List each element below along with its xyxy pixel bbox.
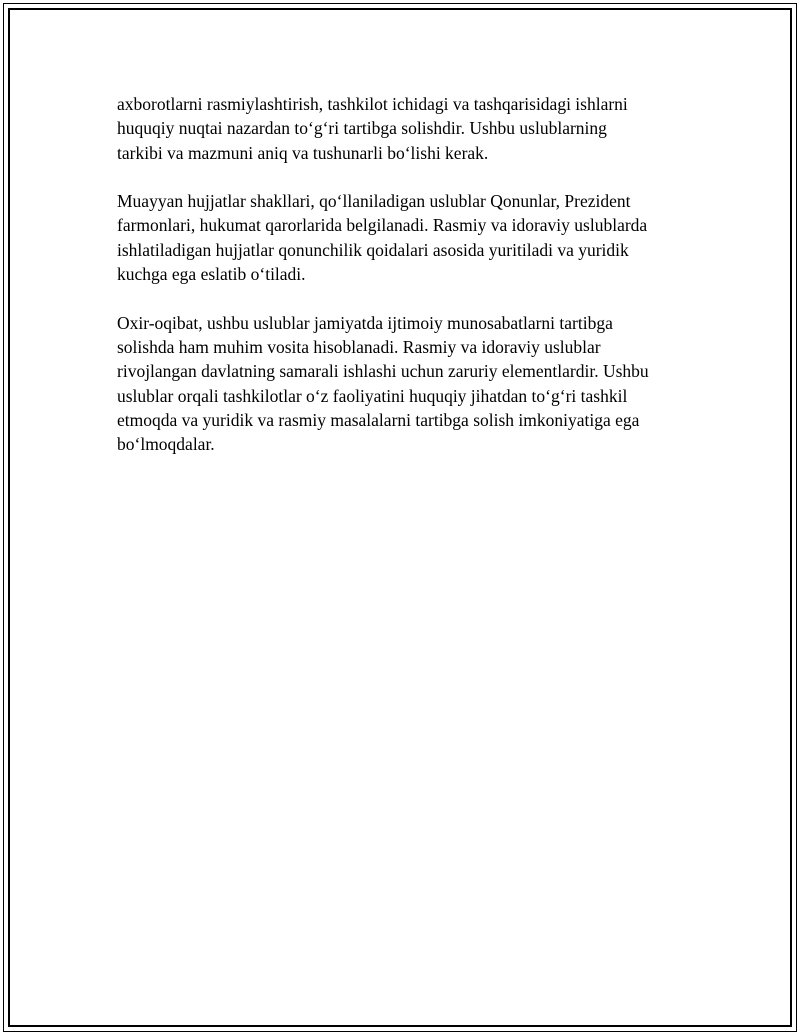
paragraph-2: Muayyan hujjatlar shakllari, qo‘llaniladigan uslublar Qonunlar, Prezident farmonlari, hukumat qarorlarida belgilanadi. Rasmiy va idoraviy uslublarda ishlatiladigan hujjatlar qonunchilik qoidalari asosida yuritiladi va yuridik kuchga ega eslatib o‘tiladi. — [117, 191, 648, 285]
document-body — [117, 92, 687, 481]
paragraph-3: Oxir-oqibat, ushbu uslublar jamiyatda ijtimoiy munosabatlarni tartibga solishda ham muhim vosita hisoblanadi. Rasmiy va idoraviy uslublar rivojlangan davlatning samarali ishlashi uchun zaruriy elementlardir. Ushbu uslublar orqali tashkilotlar o‘z faoliyatini huquqiy jihatdan to‘g‘ri tashkil etmoqda va yuridik va rasmiy masalalarni tartibga solish imkoniyatiga ega bo‘lmoqdalar. — [117, 312, 649, 455]
paragraph-1: axborotlarni rasmiylashtirish, tashkilot ichidagi va tashqarisidagi ishlarni huquqiy nuqtai nazardan to‘g‘ri tartibga solishdir. Ushbu uslublarning tarkibi va mazmuni aniq va tushunarli bo‘lishi kerak. — [117, 94, 628, 163]
